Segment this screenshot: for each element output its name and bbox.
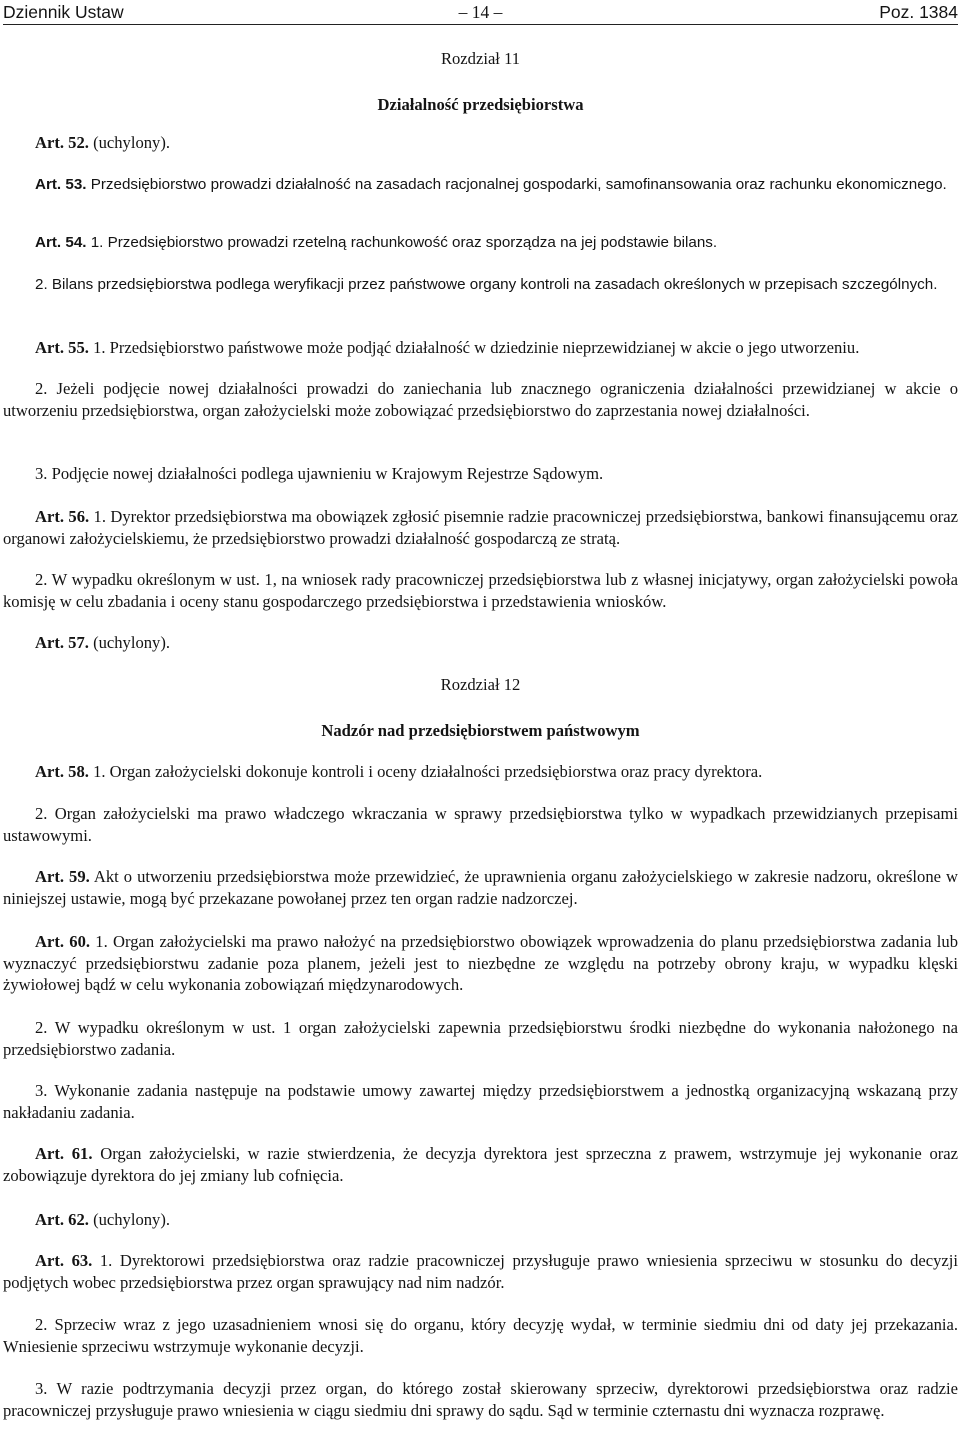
paragraph-text: 2. W wypadku określonym w ust. 1 organ założycielski zapewnia przedsiębiorstwu środki niezbędne do wykonania nałożonego na przedsiębiorstwo zadania. [3, 1018, 958, 1059]
article-number: Art. 61. [35, 1144, 93, 1163]
paragraph-text: (uchylony). [88, 633, 171, 652]
page-header [3, 0, 958, 25]
article-paragraph [3, 632, 958, 654]
article-number: Art. 53. [35, 176, 87, 193]
article-subparagraph [3, 569, 958, 612]
journal-name: Dziennik Ustaw [3, 2, 124, 22]
article-subparagraph [3, 1017, 958, 1060]
article-number: Art. 52. [35, 133, 89, 152]
paragraph-text: Przedsiębiorstwo prowadzi działalność na zasadach racjonalnej gospodarki, samofinansowania oraz rachunku ekonomicznego. [86, 176, 947, 193]
paragraph-text: 2. Sprzeciw wraz z jego uzasadnieniem wnosi się do organu, który decyzję wydał, w terminie siedmiu dni od daty jej przekazania. Wniesienie sprzeciwu wstrzymuje wykonanie decyzji. [3, 1315, 958, 1356]
paragraph-text: 1. Dyrektorowi przedsiębiorstwa oraz radzie pracowniczej przysługuje prawo wniesienia sprzeciwu w stosunku do decyzji podjętych wobec przedsiębiorstwa przez organ sprawujący nad nim nadzór. [3, 1251, 958, 1292]
paragraph-text: Organ założycielski, w razie stwierdzenia, że decyzja dyrektora jest sprzeczna z prawem, wstrzymuje jej wykonanie oraz zobowiązuje dyrektora do jej zmiany lub cofnięcia. [3, 1144, 958, 1185]
article-subparagraph [3, 803, 958, 846]
chapter-title: Nadzór nad przedsiębiorstwem państwowym [321, 721, 640, 740]
paragraph-text: 3. Podjęcie nowej działalności podlega ujawnieniu w Krajowym Rejestrze Sądowym. [35, 464, 604, 483]
article-paragraph [3, 1143, 958, 1186]
paragraph-text: 1. Przedsiębiorstwo państwowe może podjąć działalność w dziedzinie nieprzewidzianej w akcie o jego utworzeniu. [88, 338, 860, 357]
article-paragraph [3, 506, 958, 549]
paragraph-text: 1. Organ założycielski ma prawo nałożyć na przedsiębiorstwo obowiązek wprowadzenia do planu przedsiębiorstwa zadania lub wyznaczyć przedsiębiorstwu zadanie poza planem, jeżeli jest to niezbędne ze względu na potrzeby obrony kraju, w wypadku klęski żywiołowej bądź w celu wykonania zobowiązań międzynarodowych. [3, 932, 958, 995]
paragraph-text: (uchylony). [88, 133, 171, 152]
paragraph-text: 1. Przedsiębiorstwo prowadzi rzetelną rachunkowość oraz sporządza na jej podstawie bilans. [86, 234, 718, 251]
article-subparagraph [3, 274, 958, 296]
position-number: Poz. 1384 [879, 2, 958, 22]
article-paragraph [3, 232, 958, 254]
article-number: Art. 56. [35, 507, 90, 526]
article-paragraph [3, 174, 958, 196]
page-number: – 14 – [458, 2, 503, 22]
paragraph-text: (uchylony). [88, 1210, 171, 1229]
article-number: Art. 58. [35, 762, 89, 781]
chapter-heading: Rozdział 12 [440, 675, 521, 694]
article-number: Art. 57. [35, 633, 89, 652]
paragraph-text: 1. Organ założycielski dokonuje kontroli i oceny działalności przedsiębiorstwa oraz pracy dyrektora. [88, 762, 763, 781]
paragraph-text: 3. W razie podtrzymania decyzji przez organ, do którego został skierowany sprzeciw, dyrektorowi przedsiębiorstwa oraz radzie pracowniczej przysługuje prawo wniesienia w ciągu siedmiu dni sprawy do sądu. Sąd w terminie czternastu dni wyznacza rozprawę. [3, 1379, 958, 1420]
paragraph-text: 1. Dyrektor przedsiębiorstwa ma obowiązek zgłosić pisemnie radzie pracowniczej przedsiębiorstwa, bankowi finansującemu oraz organowi założycielskiemu, że przedsiębiorstwo prowadzi działalność gospodarczą ze stratą. [3, 507, 958, 548]
article-paragraph [3, 132, 958, 154]
article-number: Art. 63. [35, 1251, 93, 1270]
chapter-title: Działalność przedsiębiorstwa [377, 95, 584, 114]
article-paragraph [3, 761, 958, 783]
paragraph-text: 2. Jeżeli podjęcie nowej działalności prowadzi do zaniechania lub znacznego ograniczenia działalności przewidzianej w akcie o utworzeniu przedsiębiorstwa, organ założycielski może zobowiązać przedsiębiorstwo do zaprzestania nowej działalności. [3, 379, 958, 420]
paragraph-text: Akt o utworzeniu przedsiębiorstwa może przewidzieć, że uprawnienia organu założycielskiego w zakresie nadzoru, określone w niniejszej ustawie, mogą być przekazane powołanej przez ten organ radzie nadzorczej. [3, 867, 958, 908]
paragraph-text: 3. Wykonanie zadania następuje na podstawie umowy zawartej między przedsiębiorstwem a jednostką organizacyjną wskazaną przy nakładaniu zadania. [3, 1081, 958, 1122]
article-subparagraph [3, 1314, 958, 1357]
article-number: Art. 60. [35, 932, 91, 951]
paragraph-text: 2. Bilans przedsiębiorstwa podlega weryfikacji przez państwowe organy kontroli na zasadach określonych w przepisach szczególnych. [35, 276, 938, 293]
article-subparagraph [3, 378, 958, 421]
chapter-heading: Rozdział 11 [440, 49, 521, 68]
article-paragraph [3, 1250, 958, 1293]
article-subparagraph [3, 463, 958, 485]
article-paragraph [3, 337, 958, 359]
article-paragraph [3, 866, 958, 909]
article-subparagraph [3, 1378, 958, 1421]
paragraph-text: 2. W wypadku określonym w ust. 1, na wniosek rady pracowniczej przedsiębiorstwa lub z własnej inicjatywy, organ założycielski powoła komisję w celu zbadania i oceny stanu gospodarczego przedsiębiorstwa i przedstawienia wniosków. [3, 570, 958, 611]
article-number: Art. 59. [35, 867, 90, 886]
article-paragraph [3, 931, 958, 996]
article-paragraph [3, 1209, 958, 1231]
article-subparagraph [3, 1080, 958, 1123]
paragraph-text: 2. Organ założycielski ma prawo władczego wkraczania w sprawy przedsiębiorstwa tylko w wypadkach przewidzianych przepisami ustawowymi. [3, 804, 958, 845]
article-number: Art. 62. [35, 1210, 89, 1229]
article-number: Art. 54. [35, 234, 87, 251]
article-number: Art. 55. [35, 338, 89, 357]
